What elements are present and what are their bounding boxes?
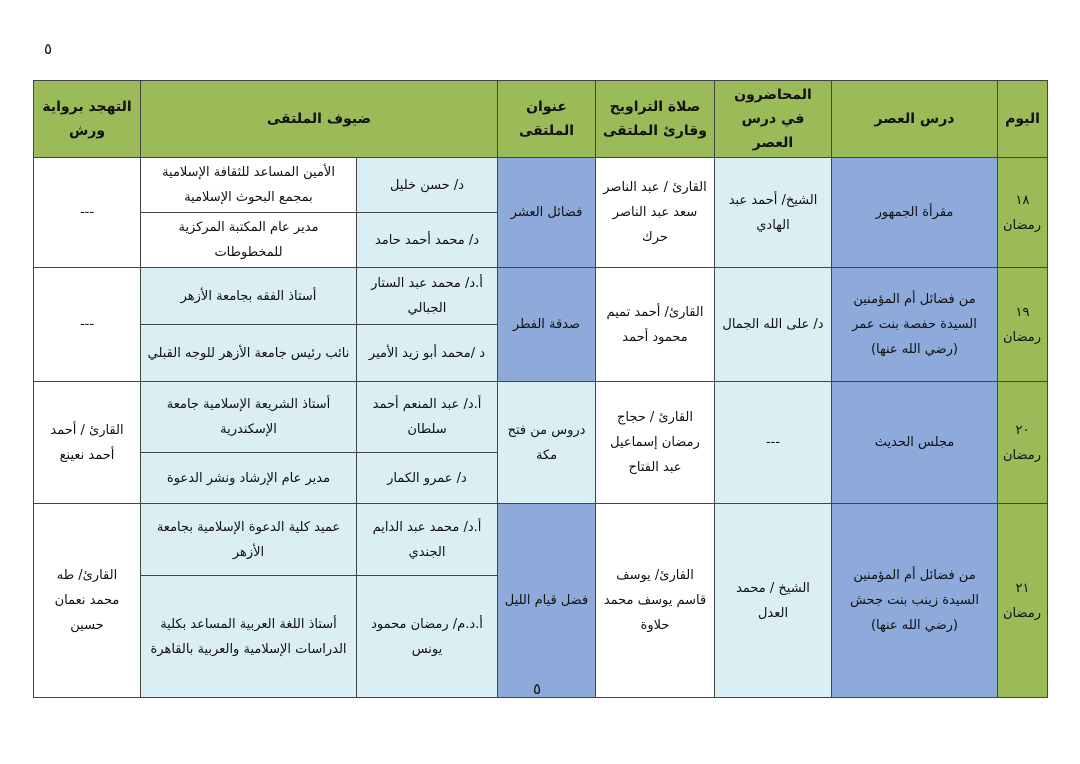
table-row <box>34 268 1048 325</box>
topic-cell: صدقة الفطر <box>498 268 596 382</box>
asr-lesson-cell: مقرأة الجمهور <box>832 158 998 268</box>
guest-name-cell: أ.د/ محمد عبد الستار الجبالي <box>357 268 498 325</box>
guest-title-cell: أستاذ الفقه بجامعة الأزهر <box>141 268 357 325</box>
guest-name-cell: د /محمد أبو زيد الأمير <box>357 325 498 382</box>
lecturer-cell: الشيخ/ أحمد عبد الهادي <box>715 158 832 268</box>
asr-lesson-cell: مجلس الحديث <box>832 382 998 504</box>
day-cell: ١٩ رمضان <box>998 268 1048 382</box>
guest-name-cell: أ.د.م/ رمضان محمود يونس <box>357 576 498 698</box>
guest-name-cell: أ.د/ محمد عبد الدايم الجندي <box>357 504 498 576</box>
header-guests: ضيوف الملتقى <box>141 81 498 158</box>
lecturer-cell: --- <box>715 382 832 504</box>
header-day: اليوم <box>998 81 1048 158</box>
header-row <box>34 81 1048 158</box>
day-cell: ٢١ رمضان <box>998 504 1048 698</box>
header-asr-lesson: درس العصر <box>832 81 998 158</box>
asr-lesson-cell: من فضائل أم المؤمنين السيدة حفصة بنت عمر (رضي الله عنها) <box>832 268 998 382</box>
table-row <box>34 158 1048 213</box>
tahajjud-cell: القارئ / أحمد أحمد نعينع <box>34 382 141 504</box>
guest-name-cell: د/ محمد أحمد حامد <box>357 213 498 268</box>
topic-cell: فضائل العشر <box>498 158 596 268</box>
guest-name-cell: د/ عمرو الكمار <box>357 453 498 504</box>
header-tahajjud: التهجد برواية ورش <box>34 81 141 158</box>
day-cell: ١٨ رمضان <box>998 158 1048 268</box>
topic-cell: فضل قيام الليل <box>498 504 596 698</box>
asr-lesson-cell: من فضائل أم المؤمنين السيدة زينب بنت جحش (رضي الله عنها) <box>832 504 998 698</box>
page-number-bottom: ٥ <box>533 680 542 698</box>
guest-title-cell: أستاذ اللغة العربية المساعد بكلية الدراسات الإسلامية والعربية بالقاهرة <box>141 576 357 698</box>
page-number-top: ٥ <box>44 40 53 58</box>
header-asr-lecturers: المحاضرون في درس العصر <box>715 81 832 158</box>
guest-name-cell: د/ حسن خليل <box>357 158 498 213</box>
guest-name-cell: أ.د/ عبد المنعم أحمد سلطان <box>357 382 498 453</box>
topic-cell: دروس من فتح مكة <box>498 382 596 504</box>
taraweeh-cell: القارئ / عبد الناصر سعد عبد الناصر حرك <box>596 158 715 268</box>
lecturer-cell: د/ على الله الجمال <box>715 268 832 382</box>
taraweeh-cell: القارئ/ يوسف قاسم يوسف محمد حلاوة <box>596 504 715 698</box>
taraweeh-cell: القارئ/ أحمد تميم محمود أحمد <box>596 268 715 382</box>
header-taraweeh: صلاة التراويح وقارئ الملتقى <box>596 81 715 158</box>
table-row <box>34 504 1048 576</box>
lecturer-cell: الشيخ / محمد العدل <box>715 504 832 698</box>
tahajjud-cell: القارئ/ طه محمد نعمان حسين <box>34 504 141 698</box>
header-topic: عنوان الملتقى <box>498 81 596 158</box>
guest-title-cell: الأمين المساعد للثقافة الإسلامية بمجمع البحوث الإسلامية <box>141 158 357 213</box>
schedule-table <box>33 80 1048 698</box>
guest-title-cell: نائب رئيس جامعة الأزهر للوجه القبلي <box>141 325 357 382</box>
guest-title-cell: عميد كلية الدعوة الإسلامية بجامعة الأزهر <box>141 504 357 576</box>
day-cell: ٢٠ رمضان <box>998 382 1048 504</box>
taraweeh-cell: القارئ / حجاج رمضان إسماعيل عبد الفتاح <box>596 382 715 504</box>
guest-title-cell: أستاذ الشريعة الإسلامية جامعة الإسكندرية <box>141 382 357 453</box>
guest-title-cell: مدير عام الإرشاد ونشر الدعوة <box>141 453 357 504</box>
table-row <box>34 382 1048 453</box>
tahajjud-cell: --- <box>34 268 141 382</box>
guest-title-cell: مدير عام المكتبة المركزية للمخطوطات <box>141 213 357 268</box>
tahajjud-cell: --- <box>34 158 141 268</box>
